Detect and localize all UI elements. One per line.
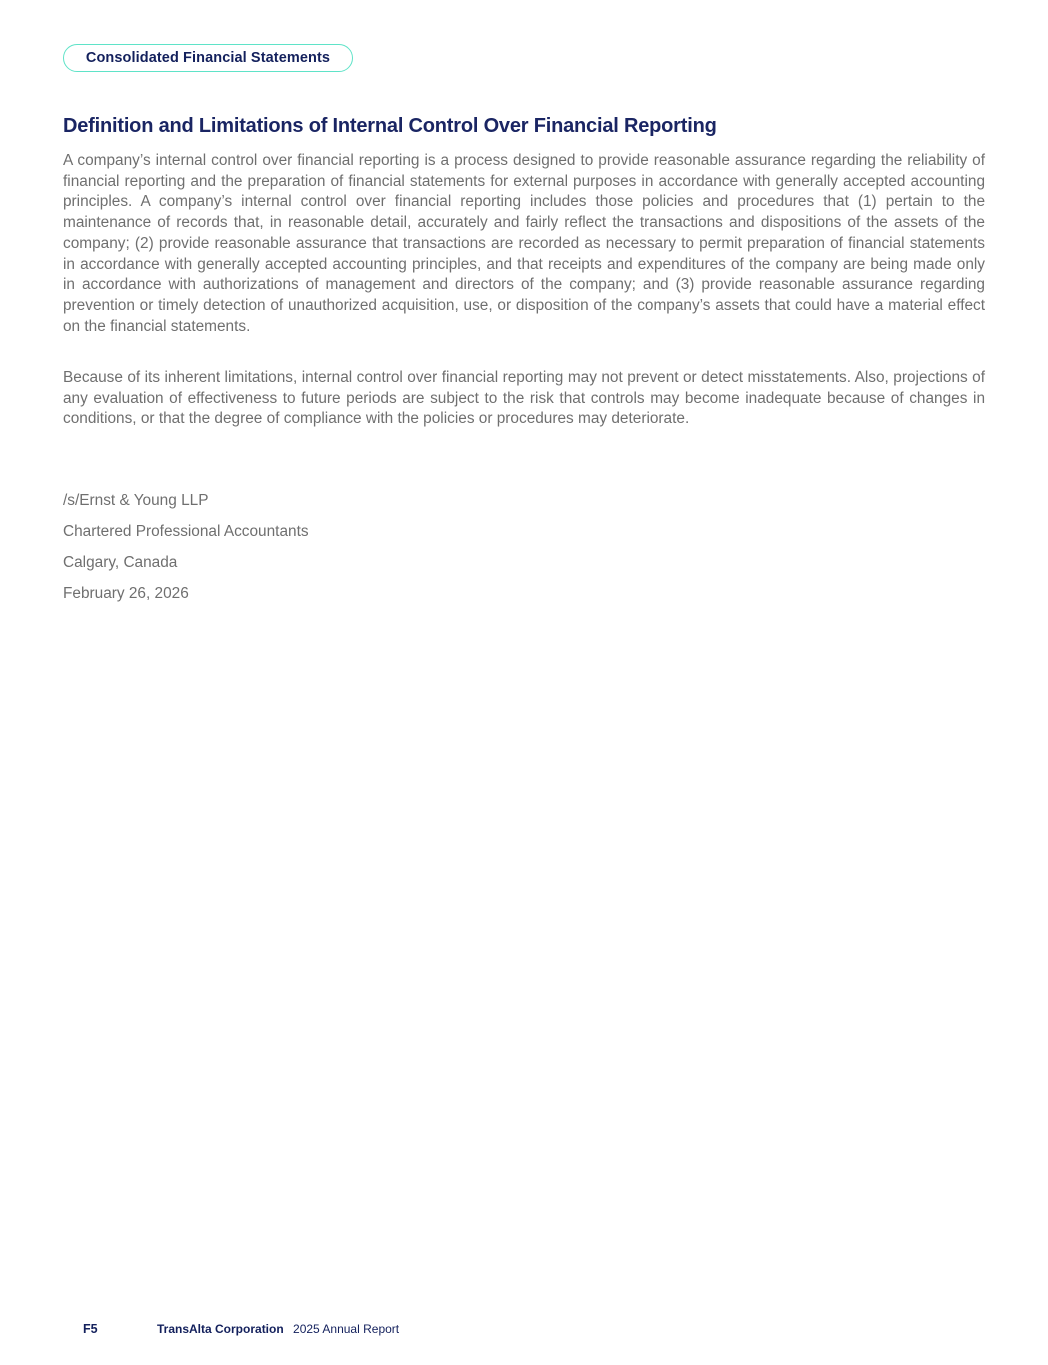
- signature-title: Chartered Professional Accountants: [63, 523, 309, 540]
- section-label: Consolidated Financial Statements: [63, 44, 353, 72]
- footer-company-name: TransAlta Corporation: [157, 1322, 284, 1336]
- page-number: F5: [83, 1322, 98, 1336]
- signature-signed: /s/Ernst & Young LLP: [63, 492, 209, 509]
- paragraph-limitations: Because of its inherent limitations, internal control over financial reporting may not prevent or detect misstatements. Also, projections of any evaluation of effectiveness to future periods are subject to the risk that controls may become inadequate because of changes in conditions, or that the degree of compliance with the policies or procedures may deteriorate.: [63, 369, 985, 428]
- page-heading: Definition and Limitations of Internal Control Over Financial Reporting: [63, 115, 717, 137]
- footer-report-info: [157, 1322, 399, 1336]
- footer-report-title: 2025 Annual Report: [293, 1322, 400, 1336]
- paragraph-definition: A company’s internal control over financial reporting is a process designed to provide reasonable assurance regarding the reliability of financial reporting and the preparation of financial statements for external purposes in accordance with generally accepted accounting principles. A company’s internal control over financial reporting includes those policies and procedures that (1) pertain to the maintenance of records that, in reasonable detail, accurately and fairly reflect the transactions and dispositions of the assets of the company; (2) provide reasonable assurance that transactions are recorded as necessary to permit preparation of financial statements in accordance with generally accepted accounting principles, and that receipts and expenditures of the company are being made only in accordance with authorizations of management and directors of the company; and (3) provide reasonable assurance regarding prevention or timely detection of unauthorized acquisition, use, or disposition of the company’s assets that could have a material effect on the financial statements.: [63, 152, 985, 335]
- signature-date: February 26, 2026: [63, 585, 189, 602]
- signature-location: Calgary, Canada: [63, 554, 178, 571]
